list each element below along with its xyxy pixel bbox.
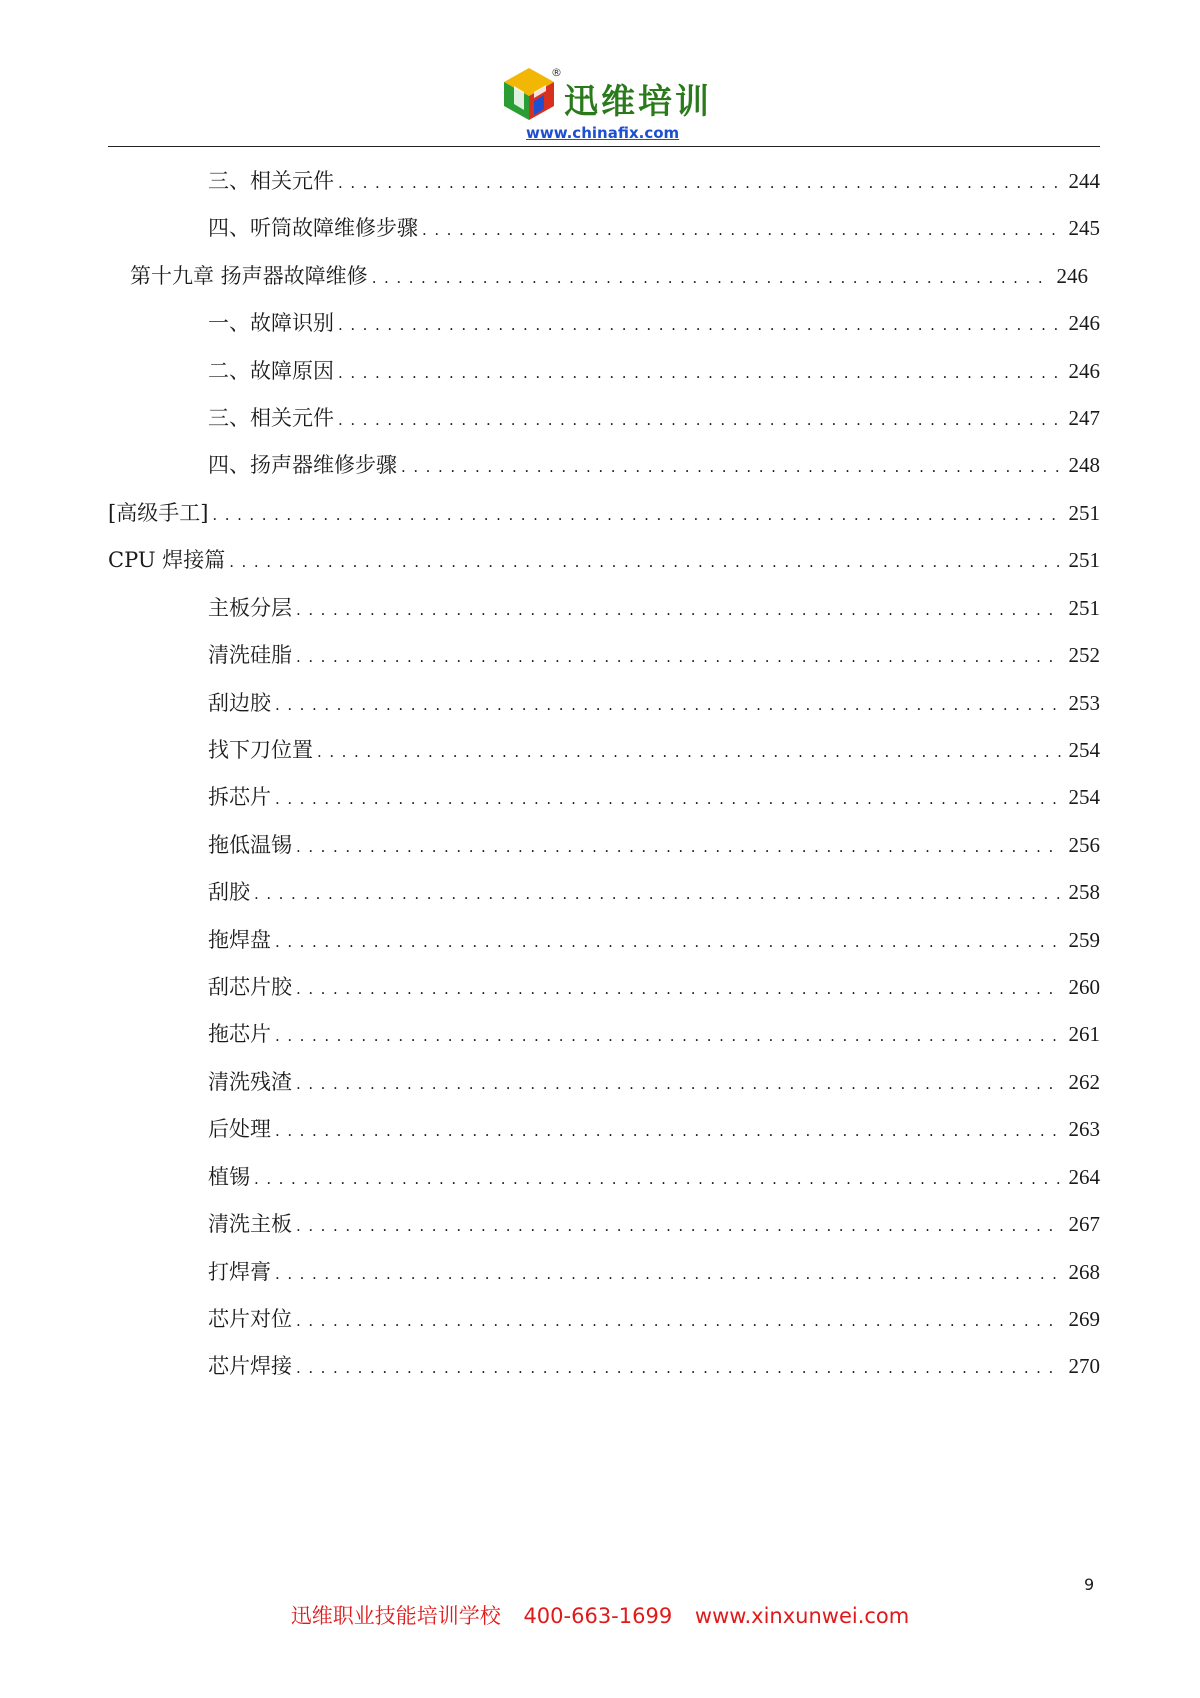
toc-dot-leader (296, 1351, 1061, 1381)
toc-entry-page: 256 (1068, 833, 1100, 857)
toc-dot-leader (422, 213, 1061, 243)
toc-dot-leader (296, 830, 1061, 860)
toc-entry-title: 找下刀位置 (208, 738, 313, 762)
toc-entry-title: 拖低温锡 (208, 833, 292, 857)
toc-dot-leader (372, 261, 1049, 291)
toc-entry[interactable] (208, 968, 1100, 1002)
toc-entry-page: 246 (1068, 311, 1100, 335)
toc-entry[interactable] (208, 589, 1100, 623)
toc-entry-page: 263 (1068, 1117, 1100, 1141)
page-header (0, 0, 1200, 150)
page-footer (0, 1600, 1200, 1630)
toc-entry-title: 刮胶 (208, 880, 250, 904)
toc-entry-title: 二、故障原因 (208, 359, 334, 383)
toc-entry-title: 打焊膏 (208, 1260, 271, 1284)
toc-entry-page: 246 (1056, 264, 1088, 288)
toc-entry-section[interactable] (108, 541, 1100, 575)
toc-entry-page: 262 (1068, 1070, 1100, 1094)
toc-entry-title: 拖焊盘 (208, 928, 271, 952)
toc-entry-page: 267 (1068, 1212, 1100, 1236)
toc-dot-leader (296, 1304, 1061, 1334)
toc-entry-page: 269 (1068, 1307, 1100, 1331)
toc-entry[interactable] (208, 399, 1100, 433)
toc-dot-leader (296, 1209, 1061, 1239)
toc-entry-title: 一、故障识别 (208, 311, 334, 335)
toc-entry-title: 清洗主板 (208, 1212, 292, 1236)
toc-entry-page: 254 (1068, 738, 1100, 762)
toc-entry-page: 261 (1068, 1022, 1100, 1046)
toc-entry-page: 270 (1068, 1354, 1100, 1378)
toc-entry[interactable] (208, 352, 1100, 386)
toc-entry-page: 258 (1068, 880, 1100, 904)
toc-entry[interactable] (208, 1253, 1100, 1287)
toc-entry[interactable] (208, 1347, 1100, 1381)
toc-dot-leader (254, 877, 1061, 907)
toc-dot-leader (296, 1067, 1061, 1097)
toc-dot-leader (275, 925, 1061, 955)
registered-mark: ® (551, 66, 562, 79)
toc-entry-page: 248 (1068, 453, 1100, 477)
toc-entry[interactable] (208, 446, 1100, 480)
toc-entry-page: 254 (1068, 785, 1100, 809)
toc-entry[interactable] (208, 162, 1100, 196)
toc-entry[interactable] (208, 1063, 1100, 1097)
toc-dot-leader (275, 1257, 1061, 1287)
toc-dot-leader (338, 166, 1061, 196)
toc-dot-leader (296, 972, 1061, 1002)
toc-dot-leader (229, 545, 1060, 575)
toc-entry-title: 三、相关元件 (208, 169, 334, 193)
toc-dot-leader (317, 735, 1061, 765)
toc-dot-leader (275, 688, 1061, 718)
toc-entry-chapter[interactable] (130, 257, 1088, 291)
toc-entry-title: 芯片焊接 (208, 1354, 292, 1378)
toc-entry-title: 拖芯片 (208, 1022, 271, 1046)
toc-dot-leader (296, 640, 1061, 670)
brand-name: 迅维培训 (564, 82, 712, 122)
toc-entry-title: 四、扬声器维修步骤 (208, 453, 397, 477)
toc-entry[interactable] (208, 1300, 1100, 1334)
page-number: 9 (1084, 1575, 1095, 1594)
toc-entry-title: 清洗残渣 (208, 1070, 292, 1094)
toc-entry-page: 259 (1068, 928, 1100, 952)
toc-entry-title: 植锡 (208, 1165, 250, 1189)
toc-entry[interactable] (208, 873, 1100, 907)
toc-dot-leader (338, 403, 1061, 433)
toc-dot-leader (212, 498, 1060, 528)
toc-entry-title: 主板分层 (208, 596, 292, 620)
toc-entry-title: 拆芯片 (208, 785, 271, 809)
toc-entry-page: 245 (1068, 216, 1100, 240)
toc-entry[interactable] (208, 826, 1100, 860)
toc-entry-page: 244 (1068, 169, 1100, 193)
toc-entry[interactable] (208, 304, 1100, 338)
toc-entry-title: 三、相关元件 (208, 406, 334, 430)
toc-entry[interactable] (208, 684, 1100, 718)
toc-entry-title: CPU 焊接篇 (108, 548, 226, 572)
toc-entry-title: [高级手工] (108, 501, 209, 525)
toc-dot-leader (275, 1019, 1061, 1049)
chinafix-logo-icon (500, 64, 558, 122)
toc-entry[interactable] (208, 1015, 1100, 1049)
toc-entry[interactable] (208, 1158, 1100, 1192)
toc-entry-title: 后处理 (208, 1117, 271, 1141)
toc-entry-title: 清洗硅脂 (208, 643, 292, 667)
toc-dot-leader (275, 1114, 1061, 1144)
toc-entry-page: 247 (1068, 406, 1100, 430)
toc-dot-leader (275, 782, 1061, 812)
header-divider (108, 146, 1100, 147)
toc-entry[interactable] (208, 1205, 1100, 1239)
toc-entry-page: 251 (1068, 548, 1100, 572)
footer-school-name: 迅维职业技能培训学校 (290, 1604, 501, 1628)
footer-website-link[interactable]: www.xinxunwei.com (694, 1604, 910, 1628)
toc-entry[interactable] (208, 1110, 1100, 1144)
toc-entry-page: 264 (1068, 1165, 1100, 1189)
toc-dot-leader (254, 1162, 1061, 1192)
toc-entry[interactable] (208, 731, 1100, 765)
toc-dot-leader (338, 356, 1061, 386)
toc-dot-leader (401, 450, 1061, 480)
toc-entry-title: 刮边胶 (208, 691, 271, 715)
toc-entry-page: 246 (1068, 359, 1100, 383)
toc-entry-title: 四、听筒故障维修步骤 (208, 216, 418, 240)
toc-entry-page: 251 (1068, 501, 1100, 525)
toc-entry[interactable] (208, 778, 1100, 812)
toc-entry-section[interactable] (108, 494, 1100, 528)
toc-entry-page: 252 (1068, 643, 1100, 667)
toc-dot-leader (338, 308, 1061, 338)
toc-entry[interactable] (208, 209, 1100, 243)
toc-entry-page: 253 (1068, 691, 1100, 715)
footer-phone: 400-663-1699 (523, 1604, 673, 1628)
toc-dot-leader (296, 593, 1061, 623)
toc-entry-title: 刮芯片胶 (208, 975, 292, 999)
toc-entry-page: 260 (1068, 975, 1100, 999)
brand-url-link[interactable]: www.chinafix.com (526, 124, 680, 142)
toc-entry[interactable] (208, 921, 1100, 955)
toc-entry[interactable] (208, 636, 1100, 670)
toc-entry-page: 251 (1068, 596, 1100, 620)
toc-entry-page: 268 (1068, 1260, 1100, 1284)
toc-entry-title: 芯片对位 (208, 1307, 292, 1331)
toc-entry-title: 第十九章 扬声器故障维修 (130, 264, 368, 288)
